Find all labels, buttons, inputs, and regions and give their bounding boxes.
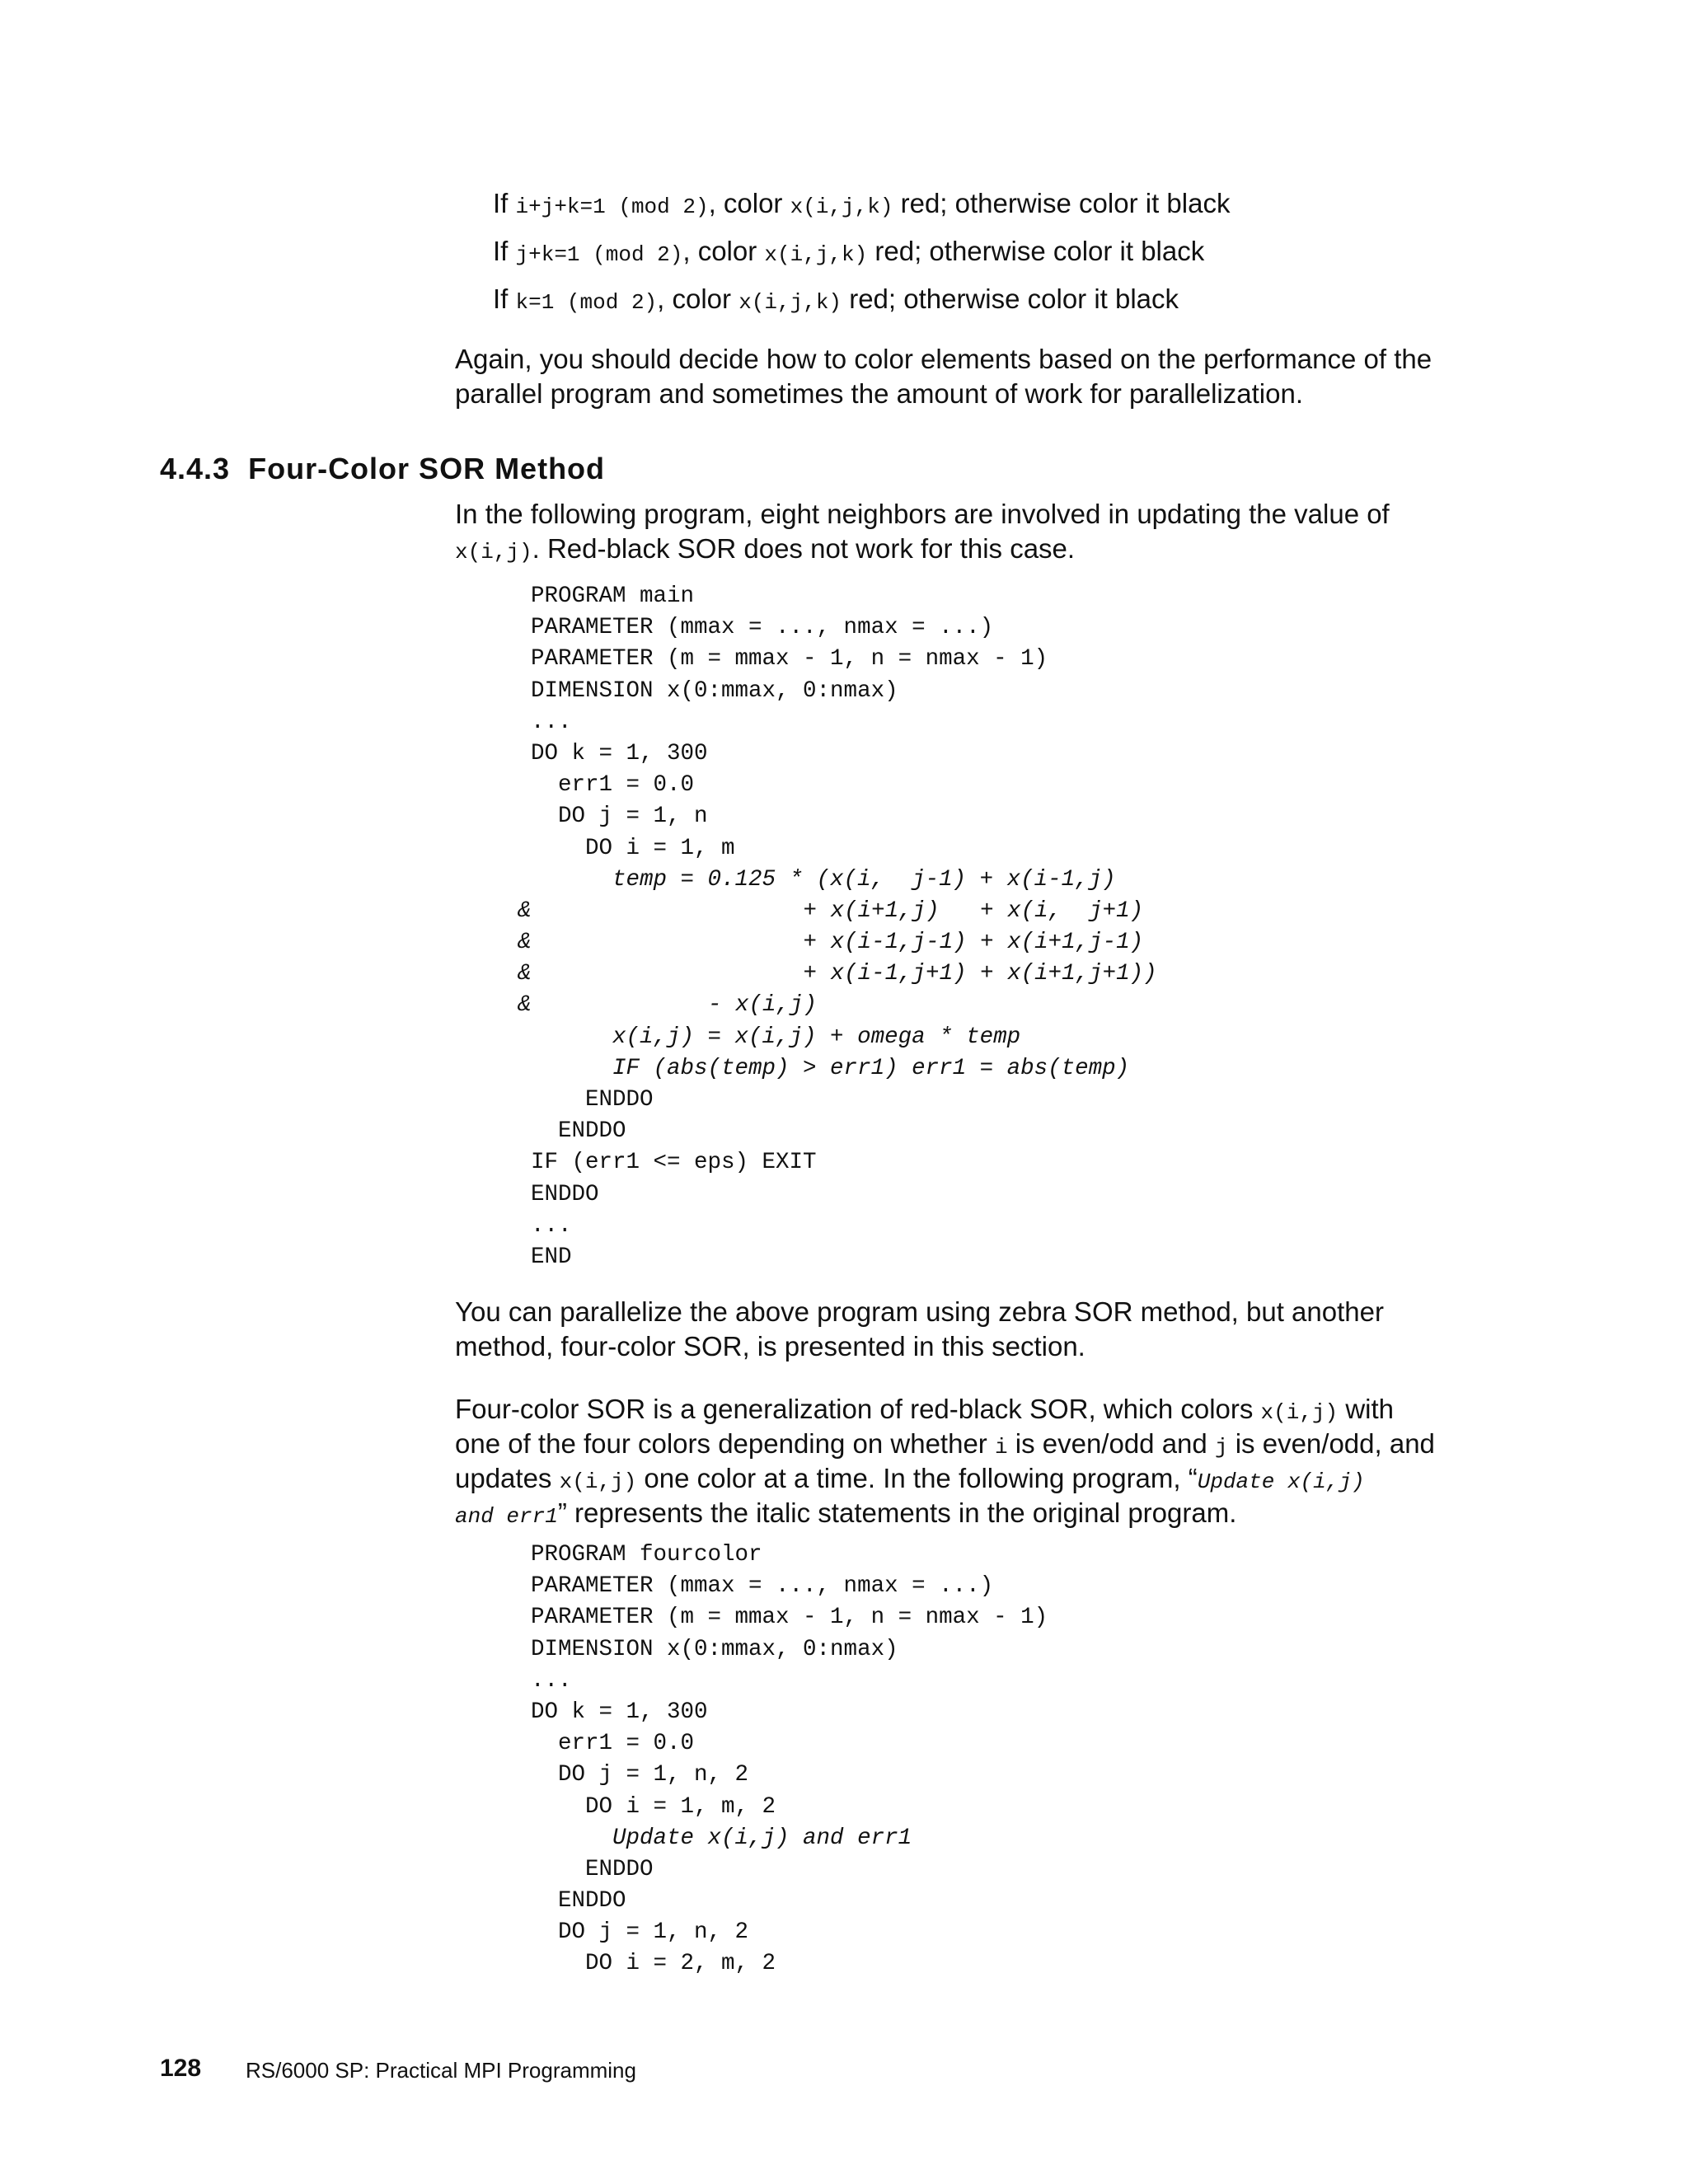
code-line: PARAMETER (mmax = ..., nmax = ...) xyxy=(531,615,994,641)
code-line: x(i,j) = x(i,j) + omega * temp xyxy=(531,1024,1021,1050)
rule-text: red; otherwise color it black xyxy=(893,188,1231,218)
code-line: err1 = 0.0 xyxy=(531,772,695,799)
rule-text: , color xyxy=(708,188,790,218)
rule-text: , color xyxy=(682,236,765,266)
rule-line-1 xyxy=(493,186,1230,224)
paragraph-parallelize-line-1: You can parallelize the above program using zebra SOR method, but another xyxy=(455,1296,1384,1327)
section-heading xyxy=(160,452,605,486)
paragraph-parallelize-line-2: method, four-color SOR, is presented in this section. xyxy=(455,1331,1085,1361)
code-line: DO k = 1, 300 xyxy=(531,1699,708,1725)
rule-variable-code: x(i,j,k) xyxy=(738,290,842,315)
rule-text: , color xyxy=(657,284,739,314)
paragraph-text: is even/odd, and xyxy=(1227,1428,1435,1459)
code-line: DO i = 1, m xyxy=(531,835,735,861)
inline-code: i xyxy=(994,1435,1008,1460)
inline-code-italic: and err1 xyxy=(455,1504,558,1529)
paragraph-fourcolor-line-4 xyxy=(455,1496,1236,1534)
paragraph-again-line-1: Again, you should decide how to color elements based on the performance of the xyxy=(455,344,1432,374)
rule-text: red; otherwise color it black xyxy=(867,236,1205,266)
paragraph-text: with xyxy=(1338,1394,1395,1424)
code-line: & + x(i+1,j) + x(i, j+1) xyxy=(518,898,1144,924)
paragraph-text: updates xyxy=(455,1463,560,1493)
code-line: PROGRAM main xyxy=(531,583,695,609)
rule-text: red; otherwise color it black xyxy=(842,284,1179,314)
rule-text: If xyxy=(493,188,516,218)
rule-line-3 xyxy=(493,282,1179,320)
code-line: ... xyxy=(531,709,572,735)
inline-code-italic: Update x(i,j) xyxy=(1197,1469,1365,1494)
code-line: ... xyxy=(531,1212,572,1239)
code-line: PARAMETER (m = mmax - 1, n = nmax - 1) xyxy=(531,646,1048,673)
code-listing-main xyxy=(518,581,1157,1273)
intro-text: . Red-black SOR does not work for this case. xyxy=(532,533,1076,564)
code-line: DIMENSION x(0:mmax, 0:nmax) xyxy=(531,1636,898,1662)
rule-condition-code: j+k=1 (mod 2) xyxy=(515,242,683,267)
code-line: DIMENSION x(0:mmax, 0:nmax) xyxy=(531,677,898,704)
paragraph-text: Four-color SOR is a generalization of red-black SOR, which colors xyxy=(455,1394,1261,1424)
code-line: DO i = 1, m, 2 xyxy=(531,1793,776,1820)
paragraph-text: ” represents the italic statements in the original program. xyxy=(557,1497,1237,1528)
code-line: ... xyxy=(531,1667,572,1694)
rule-text: If xyxy=(493,284,516,314)
intro-line-2 xyxy=(455,532,1075,569)
section-number: 4.4.3 xyxy=(160,452,231,485)
inline-code: j xyxy=(1214,1435,1228,1460)
code-line: DO j = 1, n, 2 xyxy=(531,1762,749,1788)
code-listing-fourcolor xyxy=(531,1540,1048,1980)
rule-text: If xyxy=(493,236,516,266)
code-line: & - x(i,j) xyxy=(518,992,818,1019)
paragraph-text: one color at a time. In the following program, “ xyxy=(636,1463,1198,1493)
code-line: err1 = 0.0 xyxy=(531,1731,695,1757)
code-line: PROGRAM fourcolor xyxy=(531,1542,762,1568)
code-line: PARAMETER (m = mmax - 1, n = nmax - 1) xyxy=(531,1605,1048,1631)
code-line: DO k = 1, 300 xyxy=(531,740,708,766)
code-line: ENDDO xyxy=(531,1856,654,1882)
inline-code: x(i,j) xyxy=(559,1469,637,1494)
code-line: PARAMETER (mmax = ..., nmax = ...) xyxy=(531,1573,994,1600)
inline-code: x(i,j) xyxy=(1260,1400,1339,1425)
code-line: ENDDO xyxy=(531,1888,626,1915)
paragraph-fourcolor-line-2 xyxy=(455,1427,1435,1465)
inline-code: x(i,j) xyxy=(455,540,532,565)
rule-line-2 xyxy=(493,234,1204,272)
book-title: RS/6000 SP: Practical MPI Programming xyxy=(246,2058,636,2083)
paragraph-fourcolor-line-1 xyxy=(455,1392,1394,1430)
code-line: ENDDO xyxy=(531,1118,626,1145)
code-line: DO j = 1, n xyxy=(531,804,708,830)
paragraph-again-line-2: parallel program and sometimes the amount of work for parallelization. xyxy=(455,378,1303,409)
code-line: Update x(i,j) and err1 xyxy=(531,1825,912,1851)
intro-line-1: In the following program, eight neighbors are involved in updating the value of xyxy=(455,499,1390,529)
paragraph-text: is even/odd and xyxy=(1007,1428,1215,1459)
code-line: ENDDO xyxy=(531,1087,654,1113)
code-line: & + x(i-1,j+1) + x(i+1,j+1)) xyxy=(518,961,1157,987)
code-line: DO j = 1, n, 2 xyxy=(531,1919,749,1946)
code-line: IF (abs(temp) > err1) err1 = abs(temp) xyxy=(531,1055,1130,1081)
code-line: DO i = 2, m, 2 xyxy=(531,1951,776,1977)
code-line: IF (err1 <= eps) EXIT xyxy=(531,1150,817,1176)
section-title: Four-Color SOR Method xyxy=(248,452,606,485)
code-line: & + x(i-1,j-1) + x(i+1,j-1) xyxy=(518,930,1144,956)
rule-condition-code: k=1 (mod 2) xyxy=(515,290,658,315)
code-line: END xyxy=(531,1244,572,1270)
paragraph-text: one of the four colors depending on whether xyxy=(455,1428,995,1459)
code-line: ENDDO xyxy=(531,1181,599,1207)
rule-condition-code: i+j+k=1 (mod 2) xyxy=(515,194,709,219)
rule-variable-code: x(i,j,k) xyxy=(764,242,868,267)
page-number: 128 xyxy=(160,2055,202,2082)
paragraph-fourcolor-line-3 xyxy=(455,1461,1365,1499)
rule-variable-code: x(i,j,k) xyxy=(790,194,893,219)
code-line: temp = 0.125 * (x(i, j-1) + x(i-1,j) xyxy=(531,866,1116,893)
